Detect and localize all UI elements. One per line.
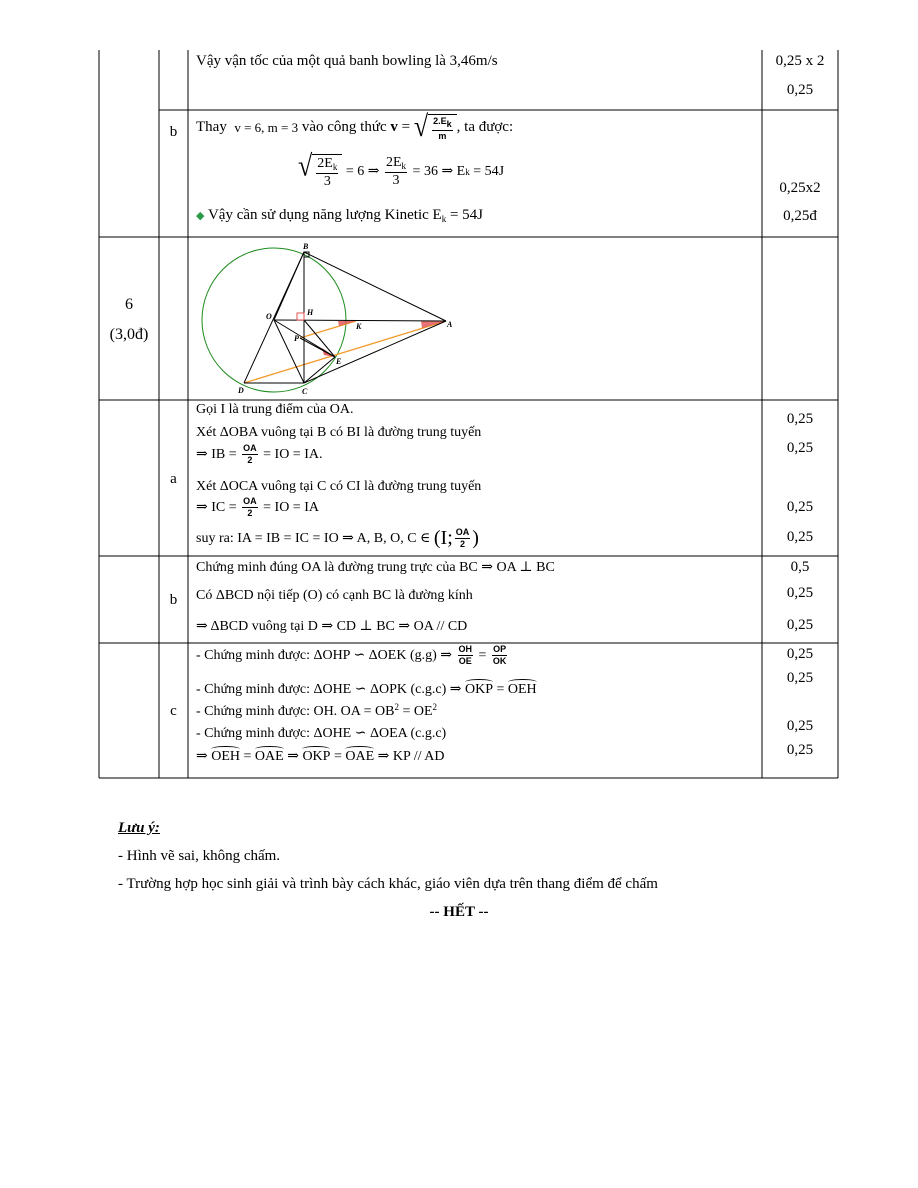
row4-line-3: ⇒ IB = $\frac{OA}{2}$ = IO = IA. xyxy=(196,443,323,465)
label-e: E xyxy=(336,357,342,366)
row4-line-4: Xét ΔOCA vuông tại C có CI là đường trung tuyến xyxy=(196,479,482,494)
line-pk xyxy=(300,321,356,338)
row2-formula-v: v xyxy=(390,119,398,135)
row5-score-3: 0,25 xyxy=(786,617,814,633)
row6-line-2: - Chứng minh được: ΔOHE ∽ ΔOPK (c.g.c) ⇒ OKP = OEH xyxy=(196,682,537,697)
label-a: A xyxy=(447,320,453,329)
row1-conclusion: Vậy vận tốc của một quả banh bowling là 3,46m/s xyxy=(196,53,498,69)
row4-score-2: 0,25 xyxy=(786,440,814,456)
row4-score-1: 0,25 xyxy=(786,411,814,427)
row2-formula-sqrt: √ $\frac{2.Ek}{m}$ xyxy=(414,114,457,141)
row2-intro-vals: v = 6, m = 3 xyxy=(234,119,299,135)
row5-score-1: 0,5 xyxy=(790,559,810,575)
label-o: O xyxy=(266,312,272,321)
question-points: (3,0đ) xyxy=(109,326,149,343)
row4-score-3: 0,25 xyxy=(786,499,814,515)
row2-formula-num: 2.E xyxy=(433,116,447,126)
notes-item-1: - Hình vẽ sai, không chấm. xyxy=(118,848,281,864)
notes-title: Lưu ý: xyxy=(118,820,160,836)
label-k: K xyxy=(356,322,362,331)
row2-equation-line: √ $\frac{2E_k}{3}$ = 6 ⇒ $\frac{2E_k}{3}$ = 36 ⇒ E k = 54J xyxy=(298,149,505,189)
row2-intro-suffix: , ta được: xyxy=(456,119,514,135)
row2-part-label: b xyxy=(169,124,178,140)
row4-line-6: suy ra: IA = IB = IC = IO ⇒ A, B, O, C ∈ (I; $\frac{OA}{2}$ ) xyxy=(196,527,479,549)
row6-score-2: 0,25 xyxy=(786,670,814,686)
row2-conclusion: ◆ Vậy cần sử dụng năng lượng Kinetic $E_k = 54J$ xyxy=(196,207,483,224)
row6-score-4: 0,25 xyxy=(786,742,814,758)
row2-substitution-line xyxy=(196,109,514,144)
row2-intro-mid: vào công thức xyxy=(301,119,387,135)
row2-intro-prefix: Thay xyxy=(196,119,227,135)
row6-score-3: 0,25 xyxy=(786,718,814,734)
row5-line-2: Có ΔBCD nội tiếp (O) có cạnh BC là đường kính xyxy=(196,588,473,603)
row5-part-label: b xyxy=(169,592,178,608)
row6-line-5: ⇒ OEH = OAE ⇒ OKP = OAE ⇒ KP // AD xyxy=(196,749,445,764)
row2-formula-den: m xyxy=(438,131,447,141)
notes-item-2: - Trường hợp học sinh giải và trình bày cách khác, giáo viên dựa trên thang điểm để chấm xyxy=(118,876,658,892)
row4-line-2: Xét ΔOBA vuông tại B có BI là đường trung tuyến xyxy=(196,425,482,440)
row6-line-3: - Chứng minh được: OH. OA = $OB^2 = OE^2$ xyxy=(196,702,438,719)
row5-line-1: Chứng minh đúng OA là đường trung trực của BC ⇒ OA ⊥ BC xyxy=(196,560,555,575)
row1-score-2: 0,25 xyxy=(786,82,814,98)
row1-score-1: 0,25 x 2 xyxy=(775,53,825,69)
row6-part-label: c xyxy=(170,703,177,719)
row4-score-4: 0,25 xyxy=(786,529,814,545)
question-number: 6 xyxy=(125,296,133,313)
label-h: H xyxy=(307,308,314,317)
document-end-marker: -- HẾT -- xyxy=(429,904,489,920)
row4-line-1: Gọi I là trung điểm của OA. xyxy=(196,402,354,417)
row5-line-3: ⇒ ΔBCD vuông tại D ⇒ CD ⊥ BC ⇒ OA // CD xyxy=(196,619,468,634)
row5-score-2: 0,25 xyxy=(786,585,814,601)
label-b: B xyxy=(303,242,309,251)
geometry-figure xyxy=(196,240,456,398)
row4-line-5: ⇒ IC = $\frac{OA}{2}$ = IO = IA xyxy=(196,496,319,518)
diamond-bullet-icon: ◆ xyxy=(196,210,205,222)
angle-k-mark xyxy=(338,321,356,326)
row6-line-4: - Chứng minh được: ΔOHE ∽ ΔOEA (c.g.c) xyxy=(196,726,447,741)
label-d: D xyxy=(238,386,244,395)
row6-line-1: - Chứng minh được: ΔOHP ∽ ΔOEK (g.g) ⇒ $\frac{OH}{OE}$ = $\frac{OP}{OK}$ xyxy=(196,644,507,666)
row2-formula-eq: = xyxy=(401,119,411,135)
row2-score-2: 0,25đ xyxy=(783,208,817,224)
row6-score-1: 0,25 xyxy=(786,646,814,662)
row4-part-label: a xyxy=(170,471,177,487)
label-p: P xyxy=(294,334,299,343)
label-c: C xyxy=(302,387,308,396)
row2-score-1: 0,25x2 xyxy=(779,180,821,196)
